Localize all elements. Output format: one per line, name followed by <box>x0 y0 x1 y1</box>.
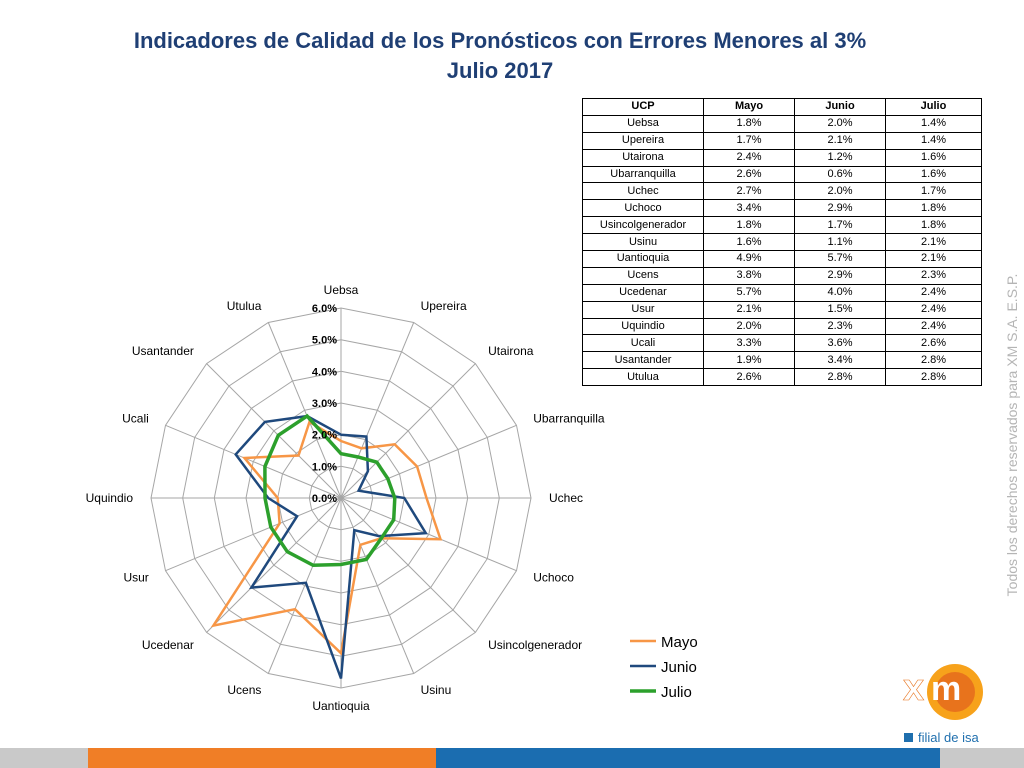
table-cell: Uchec <box>583 183 704 200</box>
category-label: Ucali <box>122 411 149 426</box>
table-cell: Upereira <box>583 132 704 149</box>
table-cell: 2.6% <box>886 335 982 352</box>
category-label: Usantander <box>131 343 194 358</box>
bar-segment-gray-right <box>940 748 1024 768</box>
bottom-color-bar <box>0 748 1024 768</box>
table-cell: 2.1% <box>886 234 982 251</box>
category-label: Ucens <box>227 683 262 698</box>
table-cell: 2.1% <box>704 301 795 318</box>
table-cell: Usur <box>583 301 704 318</box>
table-cell: 5.7% <box>795 251 886 268</box>
table-header-cell: Mayo <box>704 99 795 116</box>
table-cell: 1.5% <box>795 301 886 318</box>
table-cell: 1.7% <box>795 217 886 234</box>
table-cell: 0.6% <box>795 166 886 183</box>
title-line-2: Julio 2017 <box>446 58 554 83</box>
table-cell: 2.3% <box>795 318 886 335</box>
xm-logo <box>897 660 997 750</box>
bar-segment-gray-left <box>0 748 88 768</box>
table-cell: Uquindio <box>583 318 704 335</box>
table-cell: Ucali <box>583 335 704 352</box>
table-cell: Usinu <box>583 234 704 251</box>
table-cell: Uantioquia <box>583 251 704 268</box>
grid-spoke <box>341 498 475 632</box>
table-cell: 4.0% <box>795 284 886 301</box>
xm-logo-icon <box>903 664 983 720</box>
table-cell: 2.9% <box>795 267 886 284</box>
grid-spoke <box>341 364 475 498</box>
table-cell: 2.4% <box>886 301 982 318</box>
table-cell: 1.7% <box>886 183 982 200</box>
table-cell: 2.9% <box>795 200 886 217</box>
table-cell: 2.3% <box>886 267 982 284</box>
table-cell: 1.8% <box>704 217 795 234</box>
radar-series <box>213 416 440 678</box>
logo-tagline: filial de isa <box>918 730 979 745</box>
table-cell: 3.6% <box>795 335 886 352</box>
table-cell: 1.4% <box>886 132 982 149</box>
tick-label: 5.0% <box>311 334 337 347</box>
table-cell: 1.8% <box>704 115 795 132</box>
category-label: Ucedenar <box>141 638 194 653</box>
category-label: Utulua <box>226 298 262 313</box>
category-label: Uchec <box>549 491 584 505</box>
bar-segment-orange <box>88 748 436 768</box>
table-cell: 3.3% <box>704 335 795 352</box>
category-label: Uebsa <box>323 283 359 297</box>
category-label: Usinu <box>420 683 452 698</box>
tick-label: 1.0% <box>311 461 337 474</box>
table-cell: 1.1% <box>795 234 886 251</box>
table-cell: Utulua <box>583 369 704 386</box>
table-cell: 3.8% <box>704 267 795 284</box>
table-cell: 2.8% <box>886 369 982 386</box>
table-cell: 3.4% <box>795 352 886 369</box>
chart-legend <box>630 634 698 701</box>
series-line-mayo <box>213 422 440 653</box>
category-label: Ubarranquilla <box>533 411 605 426</box>
category-label: Uchoco <box>533 570 574 585</box>
table-header-cell: Julio <box>886 99 982 116</box>
table-cell: 2.8% <box>795 369 886 386</box>
category-label: Uantioquia <box>312 699 370 713</box>
table-cell: 2.4% <box>704 149 795 166</box>
table-cell: 2.0% <box>704 318 795 335</box>
legend-label-mayo: Mayo <box>661 634 698 651</box>
table-cell: 1.6% <box>886 166 982 183</box>
table-cell: Usincolgenerador <box>583 217 704 234</box>
table-cell: 1.4% <box>886 115 982 132</box>
table-cell: 1.6% <box>886 149 982 166</box>
table-cell: Usantander <box>583 352 704 369</box>
table-cell: 1.7% <box>704 132 795 149</box>
category-label: Upereira <box>420 298 467 313</box>
svg-text:m: m <box>931 670 962 708</box>
tick-label: 3.0% <box>311 398 337 410</box>
radar-grid <box>151 308 531 688</box>
table-cell: 2.1% <box>795 132 886 149</box>
table-cell: 1.2% <box>795 149 886 166</box>
table-cell: 1.8% <box>886 200 982 217</box>
category-label: Usincolgenerador <box>488 638 583 653</box>
table-cell: 4.9% <box>704 251 795 268</box>
legend-label-julio: Julio <box>661 684 692 701</box>
table-cell: 1.8% <box>886 217 982 234</box>
table-header-cell: UCP <box>583 99 704 116</box>
bar-segment-blue <box>436 748 940 768</box>
tick-label: 2.0% <box>311 429 337 442</box>
table-cell: 2.4% <box>886 318 982 335</box>
svg-text:x: x <box>903 667 925 709</box>
category-label: Usur <box>123 570 149 585</box>
table-cell: 1.6% <box>704 234 795 251</box>
table-cell: Utairona <box>583 149 704 166</box>
table-cell: 2.0% <box>795 183 886 200</box>
category-label: Uquindio <box>85 491 133 505</box>
table-cell: 2.4% <box>886 284 982 301</box>
table-cell: 2.1% <box>886 251 982 268</box>
table-cell: 2.6% <box>704 369 795 386</box>
table-cell: 2.6% <box>704 166 795 183</box>
table-cell: Ubarranquilla <box>583 166 704 183</box>
table-header-cell: Junio <box>795 99 886 116</box>
table-cell: Ucens <box>583 267 704 284</box>
table-cell: 2.0% <box>795 115 886 132</box>
copyright-watermark: Todos los derechos reservados para XM S.A. E.S.P. <box>1004 273 1020 597</box>
category-label: Utairona <box>488 343 534 358</box>
tick-label: 4.0% <box>311 366 337 379</box>
title-line-1: Indicadores de Calidad de los Pronósticos con Errores Menores al 3% <box>133 28 867 53</box>
table-cell: 2.7% <box>704 183 795 200</box>
tick-label: 0.0% <box>311 493 337 505</box>
table-cell: Uebsa <box>583 115 704 132</box>
table-cell: 3.4% <box>704 200 795 217</box>
table-cell: Ucedenar <box>583 284 704 301</box>
grid-spoke <box>341 323 414 499</box>
legend-label-junio: Junio <box>661 659 697 676</box>
tick-label: 6.0% <box>311 303 337 315</box>
table-cell: 1.9% <box>704 352 795 369</box>
grid-spoke <box>166 498 342 571</box>
isa-square-icon <box>904 733 913 742</box>
table-cell: Uchoco <box>583 200 704 217</box>
table-cell: 2.8% <box>886 352 982 369</box>
table-cell: 5.7% <box>704 284 795 301</box>
